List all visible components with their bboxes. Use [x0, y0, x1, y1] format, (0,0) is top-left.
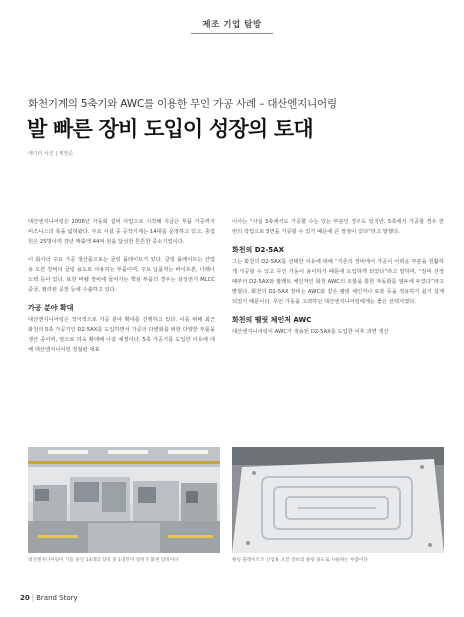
left-section-heading: 가공 분야 확대: [28, 304, 74, 312]
publication-name: Brand Story: [36, 594, 78, 602]
article-title: 발 빠른 장비 도입이 성장의 토대: [27, 117, 313, 141]
left-text-column: [28, 217, 215, 363]
right-section-heading-1: 화천의 D2-5AX: [232, 246, 284, 254]
right-paragraph-2: 대산엔지니어링이 AWC가 적용된 D2-5AX를 도입한 이후 과연 생산: [232, 329, 389, 335]
left-paragraph-2: 이 회사의 주요 가공 생산품으로는 클링 플레이트가 있다. 클링 플레이트는 산업용 오븐 장비의 클링 용도로 사용하는 부품이며, 주요 납품처는 바이트론, 나래나노텍 등이 있다. 또한 바렐 장비에 들어가는 핵심 부품의 경우는 삼성전기 MLCC 중국, 필리핀 공장 등에 수출하고 있다.: [28, 257, 215, 293]
page-number: 20: [20, 594, 30, 602]
right-photo-caption: 클링 플레이트즈 산업용 오븐 장비의 클링 용도로 사용하는 부품이다: [232, 558, 368, 563]
right-paragraph-1: 그는 화천의 D2-5AX를 선택한 이유에 대해 “기존의 장비에서 가공이 어려운 부분을 원활하게 가공할 수 있고 무인 가동이 용이하기 때문에 도입하게 되었다”라고 말하며, “장비 선정 때부터 D2-5AX와 팔레트 체인저인 화천 AWC의 조합을 통한 자동화를 염두에 두었다”라고 밝혔다. 화천의 D2-5AX 장비는 AWC와 같은 팰릿 체인저나 로봇 등을 적용하기 쉽기 설계되었기 때문이다. 무인 가동을 고려하던 대산엔지니어링에게는 좋은 선택지였다.: [232, 259, 444, 305]
footer-separator: |: [31, 594, 35, 602]
article-byline: 에디터 사진 | 계열준: [28, 151, 74, 157]
section-label: 제조 기업 탐방: [202, 20, 262, 30]
page-footer: [20, 594, 78, 602]
left-paragraph-1: 대산엔지니어링은 2008년 자동화 설비 사업으로 시작해 지금은 부품 가공까지 비즈니스의 폭을 넓혀왔다. 주요 시설 중 공작기계는 14대를 운영하고 있고, 종업원은 25명이며 작년 매출액 44억 원을 달성한 튼튼한 중소기업이다.: [28, 219, 215, 245]
left-photo-caption: 대산엔지니어링이 가동 중인 14대의 장비 중 1대만이 장비가 화천 장비이다: [28, 558, 179, 563]
section-divider: [191, 33, 273, 34]
right-paragraph-intro: 이사는 “사실 3축에서도 가공할 수는 있는 부분인 경우도 있지만, 5축에서 가공할 경우 한 번의 작업으로 5면을 가공할 수 있기 때문에 큰 장점이 있다”라고 말했다.: [232, 219, 444, 235]
right-text-column: [232, 217, 444, 345]
article-subtitle: 화천기계의 5축기와 AWC를 이용한 무인 가공 사례 – 대산엔지니어링: [28, 98, 337, 110]
cooling-plate-photo: [232, 447, 444, 553]
left-paragraph-3: 대산엔지니어링은 적극적으로 가공 분야 확대를 진행하고 있다. 이를 위해 최근 화천의 5축 가공기인 D2-5AX를 도입하면서 가공의 다변화를 위한 다양한 부품을 생산 중이며, 앞으로 더욱 확대해 나갈 예정이다. 5축 가공기를 도입한 이유에 대해 대산엔지니어링 정철판 대표: [28, 317, 215, 353]
factory-floor-photo: [28, 447, 220, 553]
right-section-heading-2: 화천의 팰릿 체인저 AWC: [232, 316, 312, 324]
